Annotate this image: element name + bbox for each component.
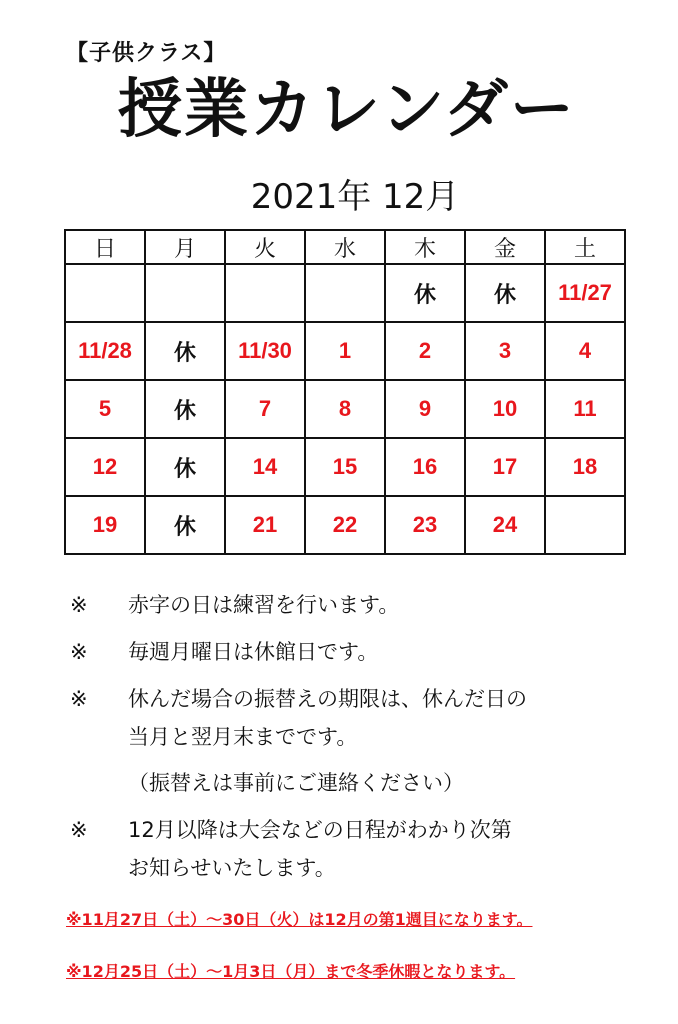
warnings-list bbox=[66, 908, 626, 1012]
reference-mark-icon: ※ bbox=[70, 818, 88, 842]
note-line: 毎週月曜日は休館日です。 bbox=[128, 640, 379, 664]
warning-notice: ※12月25日（土）～1月3日（月）まで冬季休暇となります。 bbox=[66, 962, 516, 981]
calendar-cell: 19 bbox=[65, 496, 145, 554]
weekday-header: 木 bbox=[385, 230, 465, 264]
note-line: 休んだ場合の振替えの期限は、休んだ日の bbox=[128, 687, 527, 711]
reference-mark-icon: ※ bbox=[70, 593, 88, 617]
note-item bbox=[64, 680, 624, 802]
calendar-cell: 休 bbox=[145, 496, 225, 554]
calendar-cell: 休 bbox=[465, 264, 545, 322]
calendar-cell: 休 bbox=[385, 264, 465, 322]
note-item bbox=[64, 811, 624, 887]
note-item bbox=[64, 633, 624, 671]
calendar-cell: 11/30 bbox=[225, 322, 305, 380]
calendar-cell: 23 bbox=[385, 496, 465, 554]
note-text bbox=[128, 633, 624, 671]
calendar-cell: 2 bbox=[385, 322, 465, 380]
calendar-cell bbox=[65, 264, 145, 322]
calendar-cell: 休 bbox=[145, 322, 225, 380]
calendar-cell: 5 bbox=[65, 380, 145, 438]
calendar-cell bbox=[225, 264, 305, 322]
warning-notice: ※11月27日（土）～30日（火）は12月の第1週目になります。 bbox=[66, 910, 533, 929]
calendar-cell: 11/27 bbox=[545, 264, 625, 322]
calendar-cell: 9 bbox=[385, 380, 465, 438]
week-row bbox=[65, 264, 625, 322]
calendar-cell: 1 bbox=[305, 322, 385, 380]
note-item bbox=[64, 586, 624, 624]
calendar-cell: 7 bbox=[225, 380, 305, 438]
note-text bbox=[128, 680, 624, 802]
note-line: 当月と翌月末までです。 bbox=[128, 725, 358, 749]
week-row bbox=[65, 438, 625, 496]
calendar-cell: 16 bbox=[385, 438, 465, 496]
weekday-header: 月 bbox=[145, 230, 225, 264]
weekday-header: 水 bbox=[305, 230, 385, 264]
calendar-cell: 3 bbox=[465, 322, 545, 380]
calendar-cell: 11/28 bbox=[65, 322, 145, 380]
calendar-cell: 11 bbox=[545, 380, 625, 438]
calendar-cell: 14 bbox=[225, 438, 305, 496]
calendar-cell: 休 bbox=[145, 380, 225, 438]
note-line: 赤字の日は練習を行います。 bbox=[128, 593, 400, 617]
calendar-cell: 22 bbox=[305, 496, 385, 554]
calendar-cell: 10 bbox=[465, 380, 545, 438]
calendar-cell: 12 bbox=[65, 438, 145, 496]
calendar-cell: 15 bbox=[305, 438, 385, 496]
calendar-cell: 4 bbox=[545, 322, 625, 380]
week-row bbox=[65, 380, 625, 438]
calendar-cell: 24 bbox=[465, 496, 545, 554]
page-title: 授業カレンダー bbox=[118, 73, 576, 147]
month-heading: 2021年 12月 bbox=[250, 177, 460, 217]
notes-list bbox=[64, 586, 624, 896]
note-subtext: （振替えは事前にご連絡ください） bbox=[128, 771, 464, 795]
weekday-header: 土 bbox=[545, 230, 625, 264]
calendar-cell bbox=[545, 496, 625, 554]
weekday-header: 日 bbox=[65, 230, 145, 264]
calendar-cell: 21 bbox=[225, 496, 305, 554]
note-line: 12月以降は大会などの日程がわかり次第 bbox=[128, 818, 512, 842]
calendar-cell bbox=[145, 264, 225, 322]
calendar-table bbox=[64, 229, 626, 555]
weekday-header: 火 bbox=[225, 230, 305, 264]
calendar-cell bbox=[305, 264, 385, 322]
reference-mark-icon: ※ bbox=[70, 640, 88, 664]
weekday-header: 金 bbox=[465, 230, 545, 264]
week-row bbox=[65, 496, 625, 554]
reference-mark-icon: ※ bbox=[70, 687, 88, 711]
calendar-cell: 18 bbox=[545, 438, 625, 496]
note-text bbox=[128, 586, 624, 624]
note-line: お知らせいたします。 bbox=[128, 856, 336, 880]
calendar-cell: 17 bbox=[465, 438, 545, 496]
class-label: 【子供クラス】 bbox=[66, 41, 227, 66]
calendar-cell: 休 bbox=[145, 438, 225, 496]
weekday-header-row bbox=[65, 230, 625, 264]
calendar-cell: 8 bbox=[305, 380, 385, 438]
week-row bbox=[65, 322, 625, 380]
note-text bbox=[128, 811, 624, 887]
